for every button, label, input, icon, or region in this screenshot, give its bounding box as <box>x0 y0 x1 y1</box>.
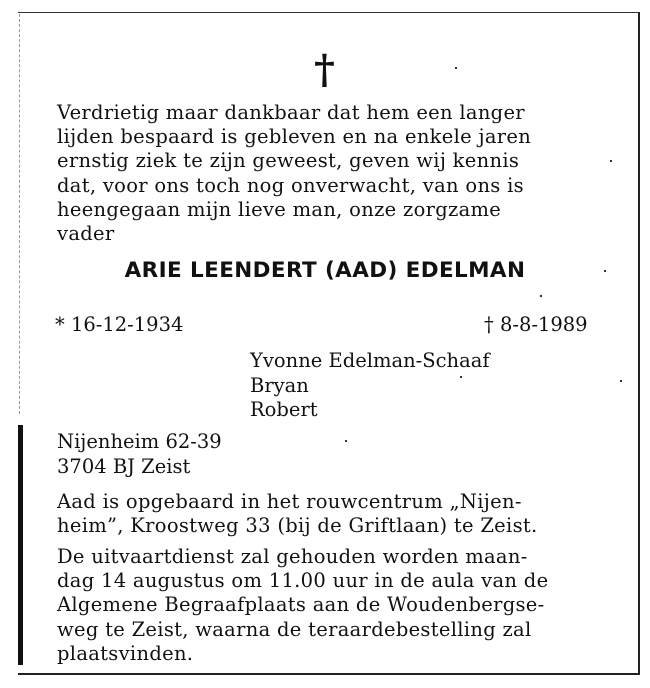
family-member: Yvonne Edelman-Schaaf <box>250 349 490 372</box>
intro-paragraph <box>57 101 607 246</box>
address-line: Nijenheim 62-39 <box>57 430 222 453</box>
family-member: Bryan <box>250 373 309 397</box>
service-line: Algemene Begraafplaats aan de Woudenbergse- <box>57 593 545 617</box>
print-speck <box>460 376 462 378</box>
left-border-line <box>19 14 21 414</box>
print-speck <box>610 160 612 162</box>
intro-line: heengegaan mijn lieve man, onze zorgzame <box>57 197 502 221</box>
birth-date: * 16-12-1934 <box>55 313 184 336</box>
family-member: Robert <box>250 398 318 421</box>
left-border-bar <box>18 425 23 665</box>
intro-line: dat, voor ons toch nog onverwacht, van ons is <box>57 173 524 197</box>
cross-icon: † <box>314 46 335 93</box>
print-speck <box>455 67 457 69</box>
service-line: plaatsvinden. <box>57 641 194 665</box>
print-speck <box>604 270 606 272</box>
print-speck <box>540 295 542 297</box>
death-date: † 8-8-1989 <box>484 313 588 336</box>
print-speck <box>620 380 622 382</box>
laid-out-paragraph <box>57 490 617 538</box>
print-speck <box>345 440 347 442</box>
intro-line: ernstig ziek te zijn geweest, geven wij kennis <box>57 149 520 173</box>
service-line: dag 14 augustus om 11.00 uur in de aula van de <box>57 569 549 593</box>
address <box>57 430 222 479</box>
service-line: De uitvaartdienst zal gehouden worden maan- <box>57 545 528 568</box>
address-line: 3704 BJ Zeist <box>57 454 191 478</box>
intro-line: lijden bespaard is gebleven en na enkele jaren <box>57 125 532 149</box>
service-paragraph <box>57 545 617 666</box>
laid-out-line: Aad is opgebaard in het rouwcentrum „Nijen- <box>57 490 522 513</box>
service-line: weg te Zeist, waarna de teraardebestelling zal <box>57 617 532 641</box>
intro-line: Verdrietig maar dankbaar dat hem een langer <box>57 101 525 124</box>
intro-line: vader <box>57 222 115 246</box>
laid-out-line: heim”, Kroostweg 33 (bij de Griftlaan) te Zeist. <box>57 514 538 538</box>
deceased-name: ARIE LEENDERT (AAD) EDELMAN <box>124 258 526 283</box>
family-list <box>250 349 490 423</box>
